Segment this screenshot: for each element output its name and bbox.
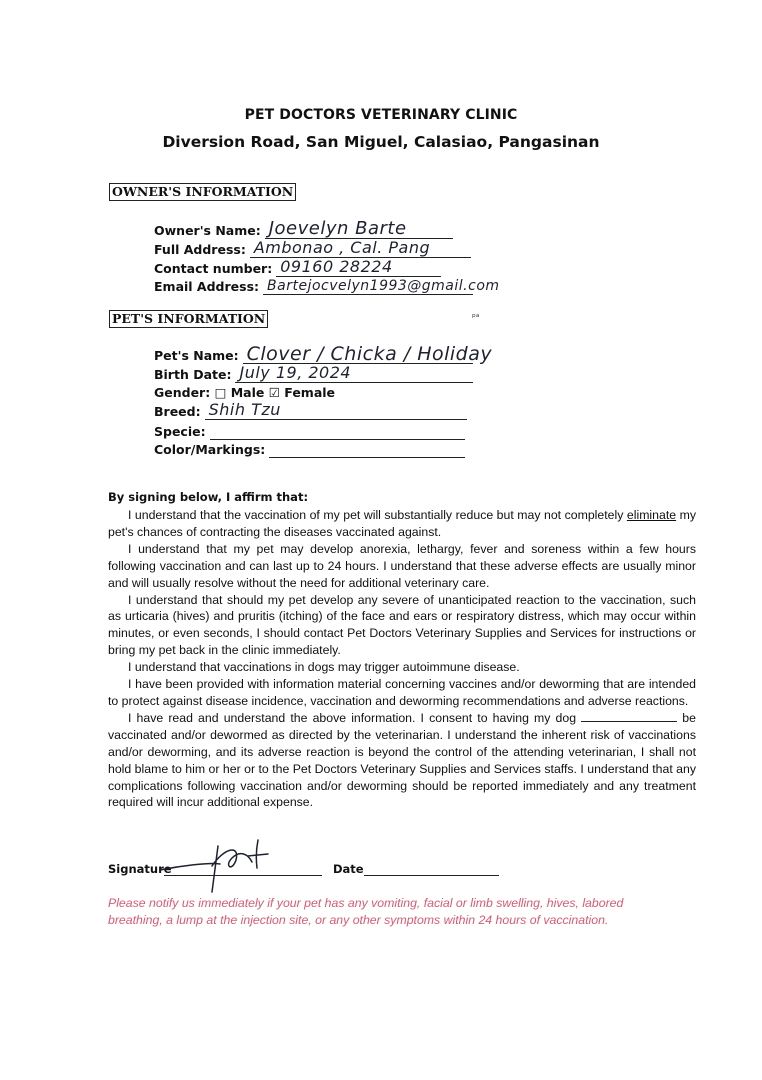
owner-section-title: OWNER'S INFORMATION <box>109 183 296 201</box>
owner-address-label: Full Address: <box>154 242 246 257</box>
pet-breed-value: Shih Tzu <box>208 400 281 419</box>
pet-birth-value: July 19, 2024 <box>239 363 352 382</box>
pet-specie-field[interactable] <box>154 421 465 440</box>
affirmation-p6-text: I have read and understand the above information. I consent to having my dog <box>128 710 582 725</box>
affirmation-p4: I understand that vaccinations in dogs may trigger autoimmune disease. <box>128 660 520 675</box>
pet-breed-label: Breed: <box>154 404 201 419</box>
owner-address-line <box>250 239 471 258</box>
pencil-mark: ᵖᵃ <box>472 313 480 323</box>
affirmation-p3: I understand that should my pet develop any severe of unanticipated reaction to the vaccination, such as urticaria (hives) and pruritis (itching) of the face and ears or respiratory distress, which may occur within minutes, or even seconds, I should contact Pet Doctors Veterinary Supplies and Services for instructions or bring my pet back in the clinic immediately. <box>108 592 696 658</box>
date-label: Date <box>333 862 364 876</box>
affirmation-body <box>108 507 696 811</box>
vaccination-notice: Please notify us immediately if your pet has any vomiting, facial or limb swelling, hives, labored breathing, a lump at the injection site, or any other symptoms within 24 hours of vaccination. <box>108 896 624 927</box>
owner-address-value: Ambonao , Cal. Pang <box>253 238 431 257</box>
handwritten-signature <box>140 836 290 896</box>
owner-contact-field[interactable] <box>154 258 441 277</box>
pet-section-title: PET'S INFORMATION <box>109 310 268 328</box>
owner-name-value: Joevelyn Barte <box>268 218 407 239</box>
owner-contact-value: 09160 28224 <box>280 257 393 276</box>
affirmation-p1-text: I understand that the vaccination of my pet will substantially reduce but may not completely <box>128 508 627 522</box>
owner-email-field[interactable] <box>154 276 500 295</box>
pet-gender-field[interactable]: Gender: □ Male ☑ Female <box>154 385 336 400</box>
affirmation-title: By signing below, I affirm that: <box>108 490 309 504</box>
affirmation-p1 <box>108 507 696 541</box>
pet-color-label: Color/Markings: <box>154 442 266 457</box>
pet-color-line <box>269 439 465 458</box>
owner-address-field[interactable] <box>154 239 471 258</box>
date-line[interactable] <box>364 875 499 876</box>
pet-specie-line <box>210 421 465 440</box>
pet-name-field[interactable] <box>154 343 493 365</box>
owner-name-line <box>265 220 453 239</box>
affirmation-p6 <box>108 710 696 811</box>
affirmation-p5: I have been provided with information material concerning vaccines and/or deworming that are intended to protect against disease incidence, vaccination and deworming recommendations and adverse reactions. <box>108 677 696 708</box>
pet-birth-line <box>235 364 473 383</box>
pet-specie-label: Specie: <box>154 424 206 439</box>
affirmation-p1-tail: my pet's chances of contracting the diseases vaccinated against. <box>108 508 697 539</box>
affirmation-p6-tail: be vaccinated and/or dewormed as directed by the veterinarian. I understand the inherent risk of vaccinations and/or deworming, and its adverse reaction is beyond the control of the attending veterinarian, I shall not hold blame to him or her or to the Pet Doctors Veterinary Supplies and Services staffs. I understand that any complications following vaccination and/or deworming should be reported immediately and any treatment required will incur additional expense. <box>108 710 696 810</box>
dog-name-blank[interactable] <box>581 711 677 722</box>
clinic-name: PET DOCTORS VETERINARY CLINIC <box>244 107 518 123</box>
pet-breed-line <box>205 401 467 420</box>
pet-breed-field[interactable] <box>154 401 467 420</box>
owner-email-line <box>263 276 500 295</box>
owner-contact-line <box>276 258 441 277</box>
signature-label: Signature <box>108 862 172 876</box>
affirmation-p2: I understand that my pet may develop anorexia, lethargy, fever and soreness within a few hours following vaccination and can last up to 24 hours. I understand that these adverse effects are usually minor and will usually resolve without the need for additional veterinary care. <box>108 541 696 590</box>
owner-name-field[interactable] <box>154 220 453 239</box>
pet-name-value: Clover / Chicka / Holiday <box>246 343 493 365</box>
clinic-address: Diversion Road, San Miguel, Calasiao, Pangasinan <box>162 133 600 151</box>
owner-email-label: Email Address: <box>154 279 260 294</box>
owner-name-label: Owner's Name: <box>154 223 261 238</box>
pet-birth-label: Birth Date: <box>154 367 232 382</box>
owner-contact-label: Contact number: <box>154 261 273 276</box>
affirmation-p1-underlined: eliminate <box>626 508 677 522</box>
pet-name-line <box>243 343 493 365</box>
pet-name-label: Pet's Name: <box>154 348 239 363</box>
owner-email-value: Bartejocvelyn1993@gmail.com <box>267 278 500 294</box>
pet-color-field[interactable] <box>154 439 465 458</box>
pet-birth-field[interactable] <box>154 364 473 383</box>
